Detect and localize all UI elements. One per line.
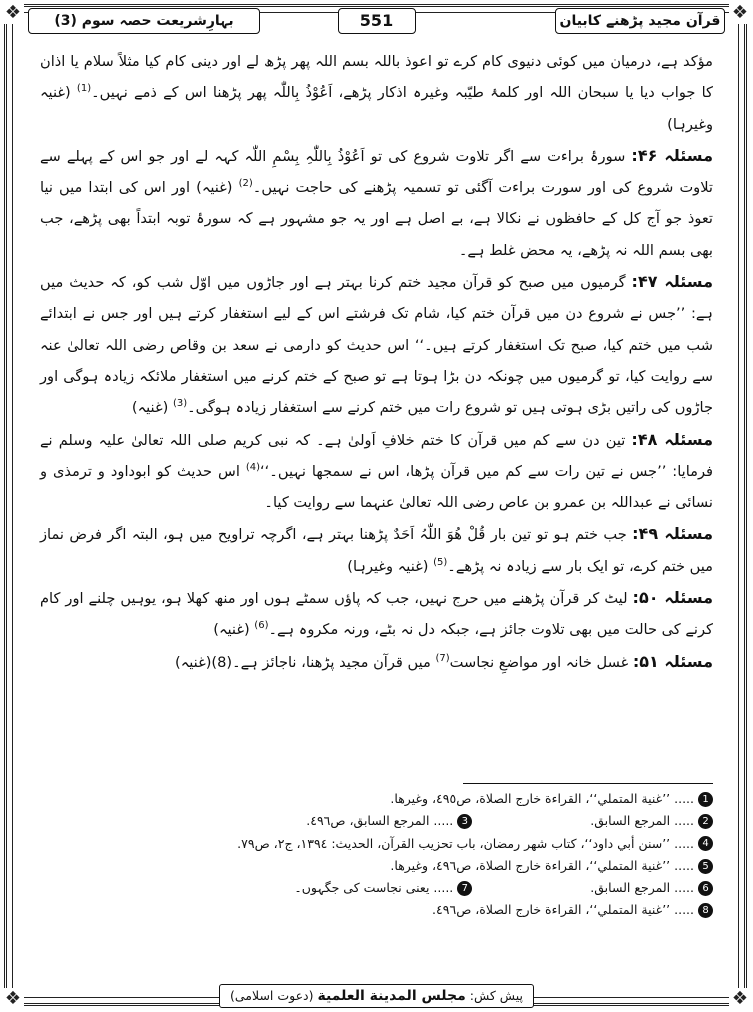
footnote-ref[interactable]: (1) — [76, 83, 92, 95]
footnote — [390, 788, 713, 810]
masala-label: مسئلہ ۵۱: — [632, 651, 713, 671]
paragraph — [40, 518, 713, 582]
footnote — [432, 899, 713, 921]
footnote-row — [40, 899, 713, 921]
footnote-text: ..... المرجع السابق. — [590, 813, 694, 829]
footnote-text: ..... ’’غنية المتملي‘‘، القراءة خارج الصلاة، ص٤٩٦. — [432, 902, 694, 918]
footnote-ref[interactable]: (7) — [435, 652, 450, 664]
footnote-row — [40, 855, 713, 877]
paragraph-tail: (غنیہ) — [213, 621, 250, 639]
footnote-ref[interactable]: (4) — [245, 462, 261, 473]
page-footer — [0, 984, 753, 1008]
footnote-text: ..... ’’سنن أبي داود‘‘، كتاب شهر رمضان، باب تحزيب القرآن، الحديث: ١٣٩٤، ج٢، ص٧٩. — [237, 835, 694, 851]
paragraph-tail: (غنیہ وغیرہا) — [347, 557, 429, 575]
paragraph — [40, 266, 713, 423]
footnote-number: 8 — [698, 903, 713, 918]
paragraph-text: مؤکد ہے، درمیان میں کوئی دنیوی کام کرے تو اعوذ باللہ بسم اللہ پھر پڑھ لے اور دینی کام کیا مثلاً سلام یا اذان کا جواب دیا یا سبحان اللہ اور کلمۂ طیّبہ وغیرہ اذکار پڑھے، اَعُوْذُ بِاللّٰہ پھر پڑھنا اس کے ذمے نہیں۔ — [40, 53, 713, 102]
publisher-name: مجلس المدينة العلمية — [317, 988, 466, 1004]
paragraph-tail: (غنیہ وغیرہا) — [40, 84, 713, 133]
paragraph — [40, 424, 713, 519]
footnote-number: 5 — [698, 859, 713, 874]
footnote-number: 7 — [457, 881, 472, 896]
chapter-title: قرآن مجید پڑھنے کابیان — [555, 8, 725, 34]
footnote-row — [40, 833, 713, 855]
page-number: 551 — [338, 8, 416, 34]
paragraph-tail: (غنیہ) اور اس کی ابتدا میں نیا تعوذ جو آج کل کے حافظوں نے نکالا ہے، بے اصل ہے اور یہ جو مشہور ہے کہ سورۂ توبہ ابتداً بھی پڑھے، جب بھی بسم اللہ نہ پڑھے، یہ محض غلط ہے۔ — [40, 179, 713, 259]
paragraph-text: غسل خانہ اور مواضعِ نجاست — [449, 653, 629, 671]
paragraph-text: لیٹ کر قرآن پڑھنے میں حرج نہیں، جب کہ پاؤں سمٹے ہوں اور منھ کھلا ہو، یوہیں چلنے اور کام کرنے کی حالت میں بھی تلاوت جائز ہے، جبکہ دل نہ بٹے، ورنہ مکروہ ہے۔ — [40, 590, 713, 639]
footnote-text: ..... المرجع السابق. — [590, 880, 694, 896]
footnote-ref[interactable]: (3) — [172, 398, 188, 410]
publisher-badge — [219, 984, 534, 1008]
paragraph-text: گرمیوں میں صبح کو قرآن مجید ختم کرنا بہتر ہے اور جاڑوں میں اوّل شب کو، کہ حدیث میں ہے: ’’جس نے شروع دن میں قرآن ختم کیا، شام تک فرشتے اس کے لیے استغفار کرتے ہیں اور جس نے ابتدائے شب میں ختم کیا، صبح تک استغفار کرتے ہیں۔‘‘ اس حدیث کو دارمی نے سعد بن وقاص رضی اللہ تعالیٰ عنہ سے روایت کیا، تو گرمیوں میں چونکہ دن بڑا ہوتا ہے تو صبح کے ختم کرنے میں استغفار ملائکہ زیادہ ہوگی اور جاڑوں کی راتیں بڑی ہوتی ہیں تو شروع رات میں ختم کرنے سے استغفار زیادہ ہوگی۔ — [40, 274, 713, 417]
masala-label: مسئلہ ۴۶: — [631, 145, 713, 165]
masala-label: مسئلہ ۴۷: — [631, 272, 713, 292]
paragraph-tail: میں قرآن مجید پڑھنا، ناجائز ہے۔(8)(غنیہ) — [175, 653, 431, 671]
footnote — [590, 810, 713, 832]
footnote-ref[interactable]: (6) — [254, 620, 269, 632]
paragraph — [40, 582, 713, 646]
footnote-text: ..... المرجع السابق، ص٤٩٦. — [306, 813, 454, 829]
footnote — [390, 855, 713, 877]
paragraph — [40, 646, 713, 678]
paragraph-tail: اس حدیث کو ابوداود و ترمذی و نسائی نے عبداللہ بن عمرو بن عاص رضی اللہ تعالیٰ عنہما سے روایت کیا۔ — [40, 462, 713, 512]
footer-suffix: (دعوت اسلامی) — [230, 988, 314, 1003]
main-text — [40, 46, 713, 678]
footnote-ref[interactable]: (5) — [433, 556, 448, 568]
footnote-number: 4 — [698, 836, 713, 851]
corner-ornament-icon: ❖ — [2, 988, 24, 1010]
footnote-text: ..... یعنی نجاست کی جگہوں۔ — [294, 880, 454, 896]
paragraph — [40, 140, 713, 266]
footnote — [237, 833, 713, 855]
corner-ornament-icon: ❖ — [729, 988, 751, 1010]
footnote — [306, 810, 472, 832]
footnote-divider — [463, 783, 713, 784]
footnote-text: ..... ’’غنية المتملي‘‘، القراءة خارج الصلاة، ص٤٩٦، وغيرها. — [390, 857, 694, 873]
paragraph-text: جب ختم ہو تو تین بار قُلْ ھُوَ اللّٰہُ اَحَدٌ پڑھنا بہتر ہے، اگرچہ تراویح میں ہو، البتہ اگر فرض نماز میں ختم کرے، تو ایک بار سے زیادہ نہ پڑھے۔ — [40, 526, 713, 575]
corner-ornament-icon: ❖ — [729, 2, 751, 24]
footnote-ref[interactable]: (2) — [238, 178, 253, 190]
footnote-row — [40, 877, 713, 899]
footnote — [590, 877, 713, 899]
footnote-row — [40, 788, 713, 810]
footnote-text: ..... ’’غنية المتملي‘‘، القراءة خارج الصلاة، ص٤٩٥، وغيرها. — [390, 791, 694, 806]
footnote-number: 2 — [698, 814, 713, 829]
footnote — [294, 877, 472, 899]
paragraph-tail: (غنیہ) — [131, 399, 169, 417]
paragraph-text: سورۂ براءت سے اگر تلاوت شروع کی تو اَعُوْذُ بِاللّٰہِ بِسْمِ اللّٰہ کہہ لے اور جو اس کے پہلے سے تلاوت شروع کی اور سورت براءت آگئی تو تسمیہ پڑھنے کی حاجت نہیں۔ — [40, 147, 713, 197]
masala-label: مسئلہ ۴۹: — [632, 524, 713, 544]
footnote-number: 6 — [698, 881, 713, 896]
footnote-number: 3 — [457, 814, 472, 829]
book-title: بہارِشریعت حصہ سوم (3) — [28, 8, 260, 34]
masala-label: مسئلہ ۵۰: — [632, 588, 714, 608]
footer-prefix: پیش کش: — [469, 988, 523, 1003]
masala-label: مسئلہ ۴۸: — [631, 429, 714, 449]
corner-ornament-icon: ❖ — [2, 2, 24, 24]
page-header — [28, 8, 725, 34]
paragraph — [40, 46, 713, 140]
footnotes — [40, 788, 713, 922]
paragraph-text: تین دن سے کم میں قرآن کا ختم خلافِ اَولیٰ ہے۔ کہ نبی کریم صلی اللہ تعالیٰ علیہ وسلم نے فرمایا: ’’جس نے تین رات سے کم میں قرآن پڑھا، اس نے سمجھا نہیں۔‘‘ — [40, 431, 713, 480]
footnote-row — [40, 810, 713, 832]
footnote-number: 1 — [698, 792, 713, 807]
